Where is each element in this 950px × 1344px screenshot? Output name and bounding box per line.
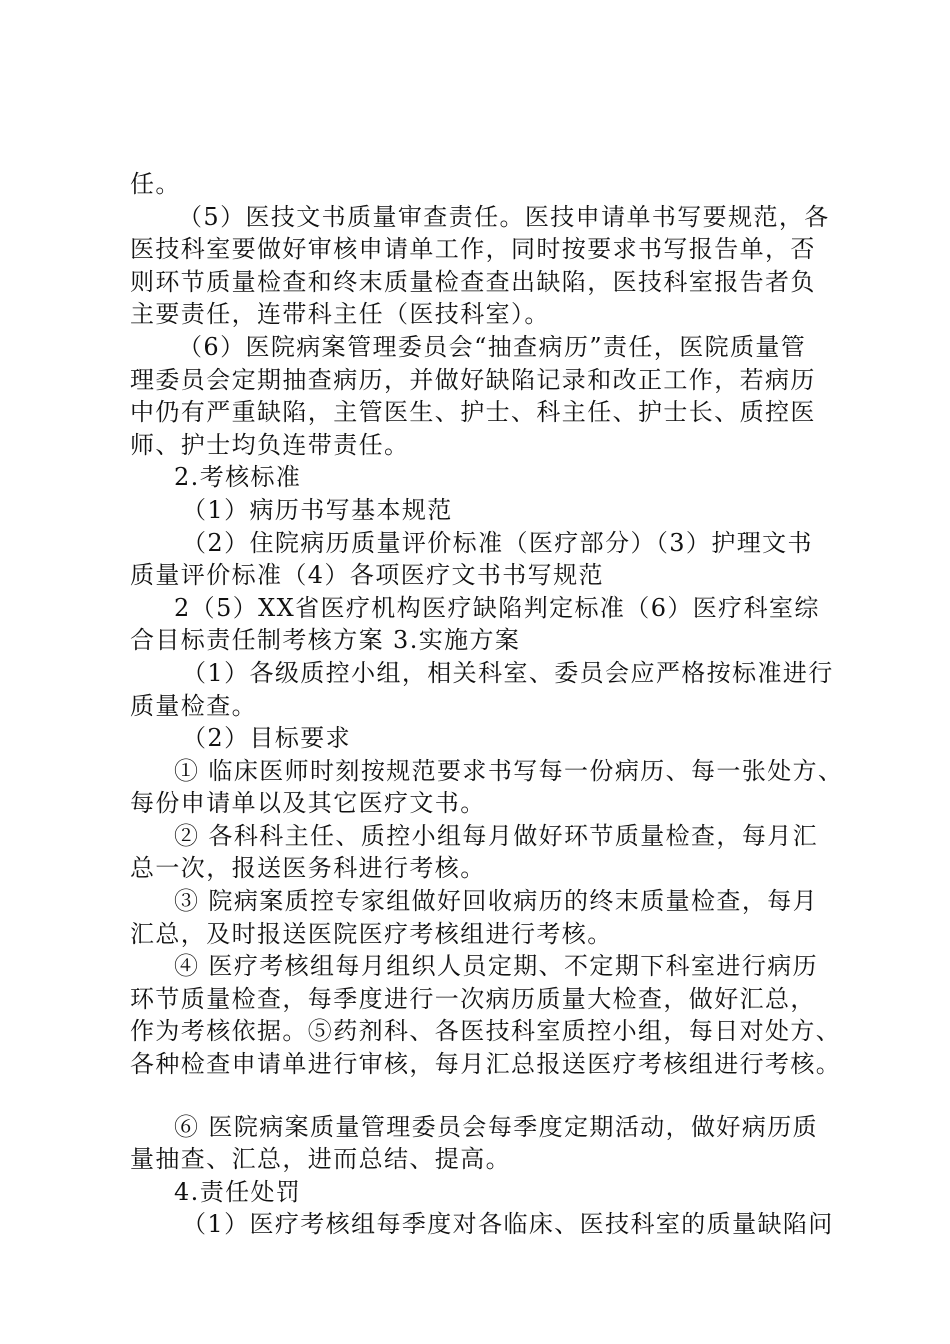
text-line: （5）医技文书质量审查责任。医技申请单书写要规范，各 xyxy=(178,202,830,231)
text-line: ⑥ 医院病案质量管理委员会每季度定期活动，做好病历质 xyxy=(174,1112,819,1141)
text-line: （1）医疗考核组每季度对各临床、医技科室的质量缺陷问 xyxy=(182,1210,834,1239)
text-line: ② 各科科主任、质控小组每月做好环节质量检查，每月汇 xyxy=(174,821,819,850)
text-line: 医技科室要做好审核申请单工作，同时按要求书写报告单，否 xyxy=(130,235,816,264)
text-line: 中仍有严重缺陷，主管医生、护士、科主任、护士长、质控医 xyxy=(130,398,816,427)
section-heading: 4.责任处罚 xyxy=(174,1177,302,1206)
text-line: 环节质量检查，每季度进行一次病历质量大检查，做好汇总， xyxy=(130,984,816,1013)
section-heading: 2.考核标准 xyxy=(174,463,302,492)
document-body xyxy=(130,168,850,1241)
text-line: 任。 xyxy=(130,170,181,198)
text-line: 总一次，报送医务科进行考核。 xyxy=(130,854,486,883)
text-line: （2）住院病历质量评价标准（医疗部分）（3）护理文书 xyxy=(182,528,813,557)
text-line: 主要责任，连带科主任（医技科室）。 xyxy=(130,300,550,329)
text-line: 量抽查、汇总，进而总结、提高。 xyxy=(130,1145,511,1174)
text-line: 作为考核依据。⑤药剂科、各医技科室质控小组，每日对处方、 xyxy=(130,1017,842,1046)
text-line: 每份申请单以及其它医疗文书。 xyxy=(130,789,486,818)
text-line: ③ 院病案质控专家组做好回收病历的终末质量检查，每月 xyxy=(174,887,819,916)
text-line: （1）各级质控小组，相关科室、委员会应严格按标准进行 xyxy=(182,658,834,687)
text-line: 2（5）XX省医疗机构医疗缺陷判定标准（6）医疗科室综 xyxy=(174,593,820,622)
text-line: 汇总，及时报送医院医疗考核组进行考核。 xyxy=(130,919,613,948)
text-line: （6）医院病案管理委员会“抽查病历”责任，医院质量管 xyxy=(178,332,807,361)
text-line: ④ 医疗考核组每月组织人员定期、不定期下科室进行病历 xyxy=(174,952,819,981)
text-line: ① 临床医师时刻按规范要求书写每一份病历、每一张处方、 xyxy=(174,756,844,785)
text-line: 则环节质量检查和终末质量检查查出缺陷，医技科室报告者负 xyxy=(130,267,816,296)
text-line: 师、护士均负连带责任。 xyxy=(130,430,410,459)
text-line: 各种检查申请单进行审核，每月汇总报送医疗考核组进行考核。 xyxy=(130,1050,842,1079)
text-line: 理委员会定期抽查病历，并做好缺陷记录和改正工作，若病历 xyxy=(130,365,816,394)
text-line: 质量检查。 xyxy=(130,691,257,720)
paragraph-gap xyxy=(130,1081,850,1111)
text-line: 合目标责任制考核方案 3.实施方案 xyxy=(130,626,521,655)
text-line: 质量评价标准（4）各项医疗文书书写规范 xyxy=(130,561,604,590)
text-line: （1）病历书写基本规范 xyxy=(182,495,453,524)
text-line: （2）目标要求 xyxy=(182,724,352,753)
